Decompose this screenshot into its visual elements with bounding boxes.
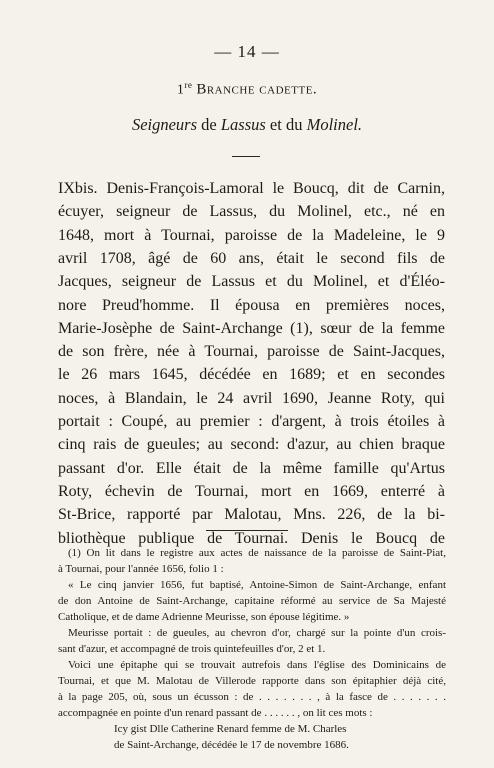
page-number: — 14 — (214, 42, 280, 61)
subtitle-molinel: Molinel. (306, 115, 363, 134)
footnote-line: (1) On lit dans le registre aux actes de naissance de la paroisse de Saint-Piat, (68, 547, 446, 559)
separator-rule (232, 156, 260, 157)
footnote-line: Icy gist Dlle Catherine Renard femme de M. Charles (114, 723, 347, 735)
subtitle-seigneurs: Seigneurs (131, 115, 198, 134)
subtitle-lassus: Lassus (220, 115, 266, 134)
footnote-line: « Le cinq janvier 1656, fut baptisé, Antoine-Simon de Saint-Archange, enfant (68, 579, 446, 591)
body-line: Roty, échevin de Tournai, mort en 1669, enterré à (58, 482, 445, 500)
body-line: écuyer, seigneur de Lassus, du Molinel, etc., né en (58, 203, 445, 221)
body-line: nore Preud'homme. Il épousa en premières noces, (58, 296, 445, 314)
body-line: passant d'or. Elle était de la même famille qu'Artus (58, 459, 445, 477)
footnote-line: de Saint-Archange, décédée le 17 de novembre 1686. (114, 739, 349, 751)
body-line: de son frère, née à Tournai, paroisse de Saint-Jacques, (58, 343, 445, 361)
body-line: IXbis. Denis-François-Lamoral le Boucq, dit de Carnin, (58, 180, 445, 197)
body-line: bliothèque publique de Tournai. Denis le Boucq de (58, 529, 445, 547)
body-line: Marie-Josèphe de Saint-Archange (1), sœur de la femme (58, 319, 445, 337)
branch-ordinal: 1 (176, 82, 185, 98)
body-line: Jacques, seigneur de Lassus et du Molinel, et d'Éléo- (58, 273, 445, 291)
body-line: noces, à Blandain, le 24 avril 1690, Jeanne Roty, qui (58, 389, 445, 407)
body-line: portait : Coupé, au premier : d'argent, à trois étoiles à (58, 413, 445, 430)
footnote-line: à la page 205, où, sous un écusson : de . . . . . . . , à la fasce de . . . . . . . (58, 691, 446, 703)
body-line: avril 1708, âgé de 60 ans, était le second fils de (58, 249, 445, 267)
footnote-line: de don Antoine de Saint-Archange, capitaine réformé au service de Sa Majesté (58, 595, 446, 607)
footnote-line: Tournai, et que M. Malotau de Villerode rapporte dans son épitaphier déjà cité, (58, 675, 446, 687)
body-line: 1648, mort à Tournai, paroisse de la Madeleine, le 9 (58, 226, 445, 244)
subtitle-et-du: et du (269, 115, 303, 134)
footnote-line: à Tournai, pour l'année 1656, folio 1 : (58, 563, 224, 575)
body-line: cinq rais de gueules; au second: d'azur, au chien braque (58, 436, 445, 454)
section-subtitle (0, 115, 494, 135)
footnote-line: Catholique, et de dame Adrienne Meurisse, son épouse légitime. » (58, 611, 350, 623)
body-line: St-Brice, rapporté par Malotau, Mns. 226, de la bi- (58, 506, 445, 524)
footnote-line: sant d'azur, et accompagné de trois quintefeuilles d'or, 2 et 1. (58, 643, 326, 655)
footnote-rule (206, 530, 288, 531)
footnote-line: Meurisse portait : de gueules, au chevron d'or, chargé sur la pointe d'un crois- (68, 627, 446, 639)
subtitle-de: de (201, 115, 217, 134)
branch-ordinal-suffix: re (184, 80, 193, 90)
body-line: le 26 mars 1645, décédée en 1689; et en secondes (58, 366, 445, 384)
branch-heading-text: Branche cadette. (196, 81, 318, 98)
footnote-line: Voici une épitaphe qui se trouvait autrefois dans l'église des Dominicains de (68, 659, 446, 671)
branch-heading (0, 80, 494, 99)
footnote-line: accompagnée en pointe d'un renard passant de . . . . . . , on lit ces mots : (58, 707, 373, 719)
